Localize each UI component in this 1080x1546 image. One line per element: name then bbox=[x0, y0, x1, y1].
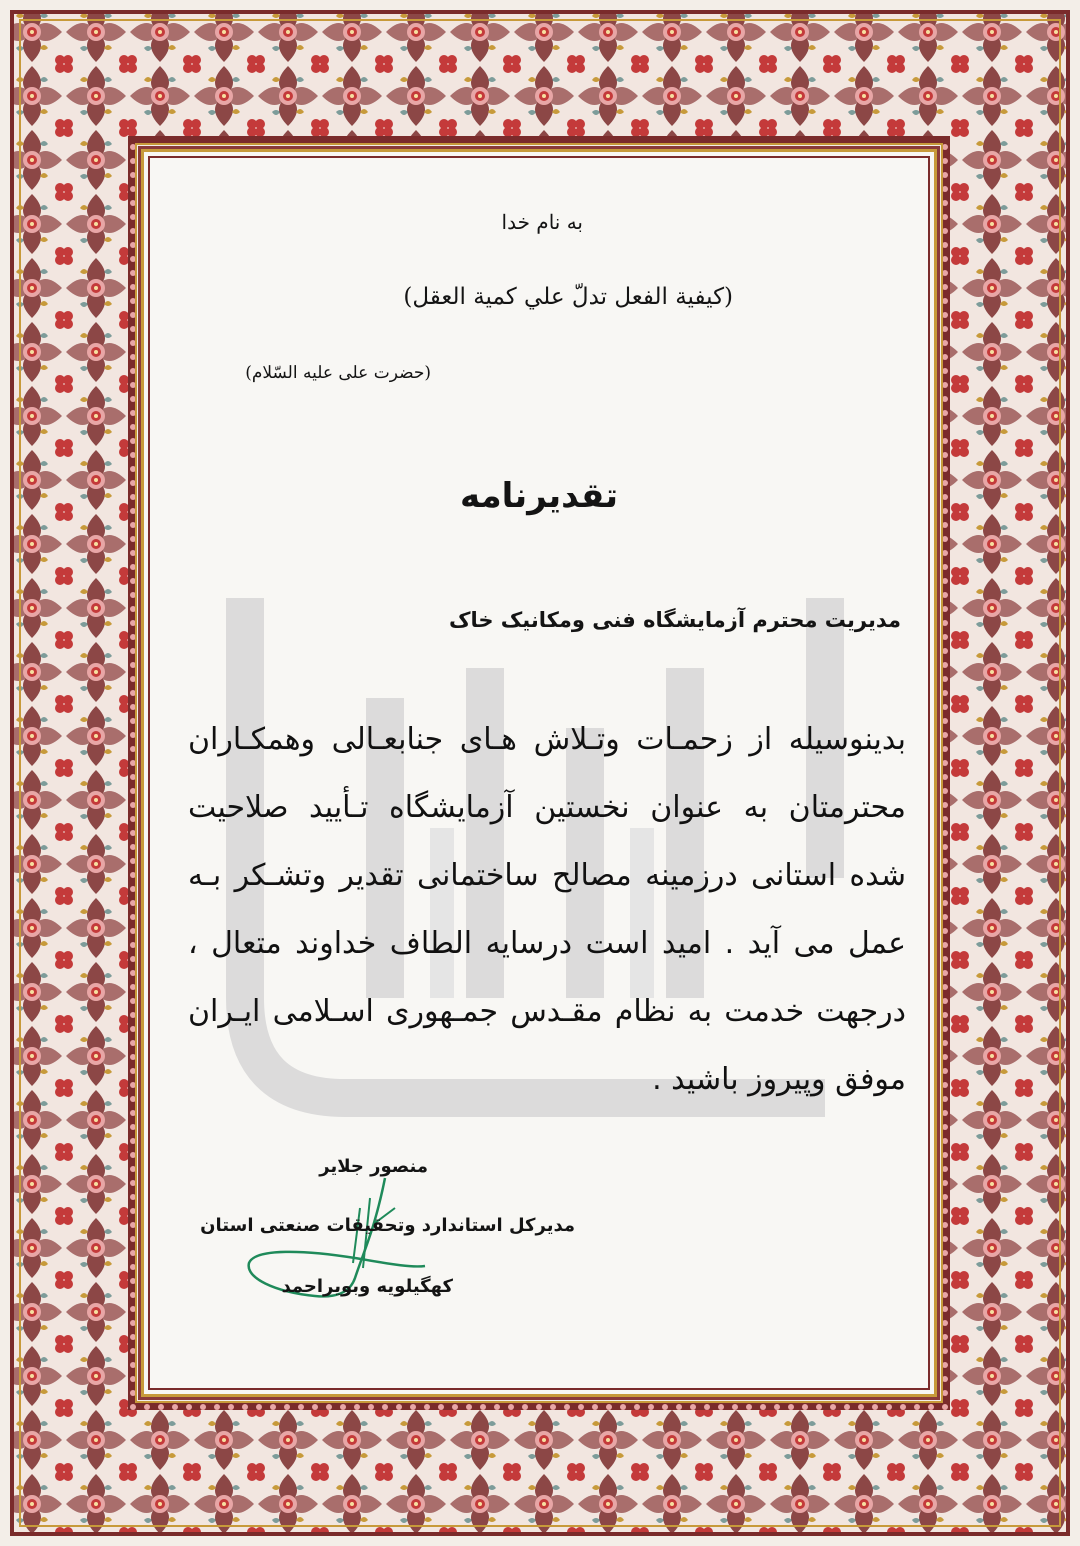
hadith-quote: (كيفية الفعل تدلّ علي كمية العقل) bbox=[403, 284, 733, 310]
body-line: محترمتان به عنوان نخستین آزمایشگاه تـأیید صلاحیت bbox=[188, 790, 906, 825]
body-line: عمل می آید . امید است درسایه الطاف خداوند متعال ، bbox=[188, 926, 906, 961]
appreciation-body bbox=[188, 706, 906, 1114]
certificate-title: تقدیرنامه bbox=[460, 476, 618, 516]
invocation-text: به نام خدا bbox=[501, 210, 583, 234]
body-line: شده استانی درزمینه مصالح ساختمانی تقدیر وتشـکر بـه bbox=[188, 858, 906, 893]
signatory-position: مدیرکل استاندارد وتحقیقات صنعتی استان bbox=[200, 1215, 575, 1236]
certificate-panel bbox=[150, 158, 928, 1388]
body-line: بدینوسیله از زحمـات وتـلاش هـای جنابعـالی وهمکـاران bbox=[188, 722, 906, 757]
signatory-province: کهگیلویه وبویراحمد bbox=[281, 1276, 453, 1297]
body-line: موفق وپیروز باشید . bbox=[652, 1062, 906, 1097]
hadith-attribution: (حضرت علی علیه السّلام) bbox=[245, 363, 431, 383]
signatory-name: منصور جلایر bbox=[319, 1156, 428, 1177]
body-line: درجهت خدمت به نظام مقـدس جمـهوری اسـلامی ایـران bbox=[188, 994, 906, 1029]
recipient-line: مدیریت محترم آزمایشگاه فنی ومکانیک خاک bbox=[448, 608, 901, 632]
